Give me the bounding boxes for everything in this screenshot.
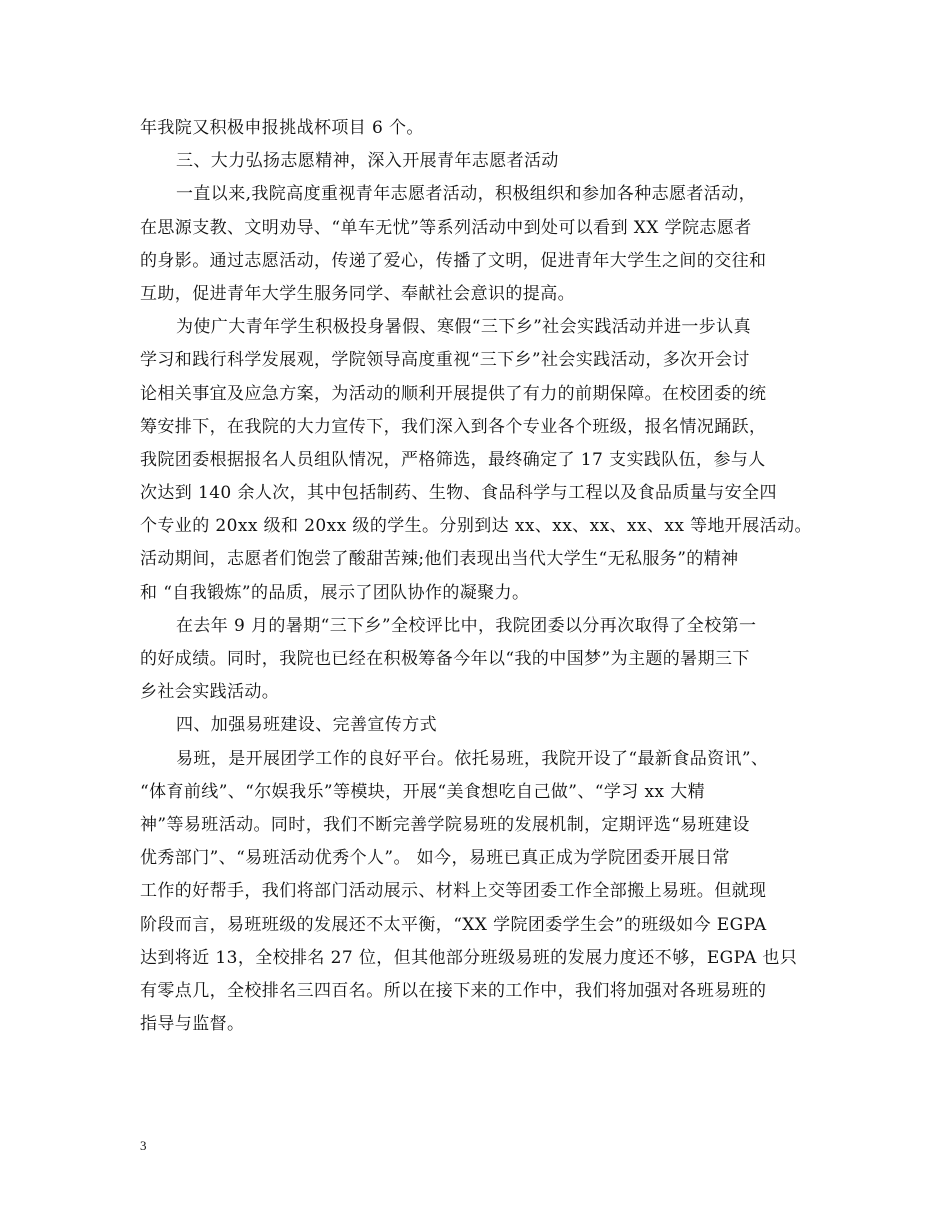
section-heading: 三、大力弘扬志愿精神，深入开展青年志愿者活动	[176, 151, 559, 172]
document-body	[140, 112, 812, 1041]
text-line: 工作的好帮手，我们将部门活动展示、材料上交等团委工作全部搬上易班。但就现	[140, 881, 767, 902]
text-line: 达到将近 13，全校排名 27 位，但其他部分班级易班的发展力度还不够，EGPA 也只	[140, 947, 798, 968]
text-line: 筹安排下，在我院的大力宣传下，我们深入到各个专业各个班级，报名情况踊跃，	[140, 416, 767, 437]
text-line: 论相关事宜及应急方案，为活动的顺利开展提供了有力的前期保障。在校团委的统	[140, 383, 767, 404]
text-line: 易班，是开展团学工作的良好平台。依托易班，我院开设了“最新食品资讯”、	[176, 748, 769, 769]
text-line: 优秀部门”、“易班活动优秀个人”。 如今，易班已真正成为学院团委开展日常	[140, 848, 730, 869]
text-line: 年我院又积极申报挑战杯项目 6 个。	[140, 118, 424, 138]
text-line: 在去年 9 月的暑期“三下乡”全校评比中，我院团委以分再次取得了全校第一	[176, 615, 757, 636]
text-line: 乡社会实践活动。	[140, 682, 280, 703]
text-line: 指导与监督。	[140, 1014, 245, 1035]
text-line: 阶段而言，易班班级的发展还不太平衡，“XX 学院团委学生会”的班级如今 EGPA	[140, 914, 767, 935]
text-line: 为使广大青年学生积极投身暑假、寒假“三下乡”社会实践活动并进一步认真	[176, 317, 751, 338]
text-line: “体育前线”、“尔娱我乐”等模块，开展“美食想吃自己做”、“学习 xx 大精	[140, 781, 706, 802]
text-line: 有零点几，全校排名三四百名。所以在接下来的工作中，我们将加强对各班易班的	[140, 980, 767, 1001]
text-line: 学习和践行科学发展观，学院领导高度重视“三下乡”社会实践活动，多次开会讨	[140, 350, 750, 371]
text-line: 的好成绩。同时，我院也已经在积极筹备今年以“我的中国梦”为主题的暑期三下	[140, 649, 750, 669]
text-line: 的身影。通过志愿活动，传递了爱心，传播了文明，促进青年大学生之间的交往和	[140, 250, 767, 271]
text-line: 互助，促进青年大学生服务同学、奉献社会意识的提高。	[140, 283, 575, 304]
text-line: 活动期间，志愿者们饱尝了酸甜苦辣;他们表现出当代大学生“无私服务”的精神	[140, 549, 739, 570]
text-line: 个专业的 20xx 级和 20xx 级的学生。分别到达 xx、xx、xx、xx、xx 等地开展活动。	[140, 516, 812, 537]
text-line: 一直以来,我院高度重视青年志愿者活动，积极组织和参加各种志愿者活动，	[176, 184, 757, 205]
text-line: 我院团委根据报名人员组队情况，严格筛选，最终确定了 17 支实践队伍，参与人	[140, 449, 766, 470]
text-line: 和 “自我锻炼”的品质，展示了团队协作的凝聚力。	[140, 582, 530, 603]
text-line: 次达到 140 余人次，其中包括制药、生物、食品科学与工程以及食品质量与安全四	[140, 483, 777, 504]
section-heading: 四、加强易班建设、完善宣传方式	[176, 715, 437, 736]
page-number: 3	[140, 1138, 147, 1153]
text-line: 神”等易班活动。同时，我们不断完善学院易班的发展机制，定期评选“易班建设	[140, 814, 750, 835]
text-line: 在思源支教、文明劝导、“单车无忧”等系列活动中到处可以看到 XX 学院志愿者	[140, 217, 752, 238]
